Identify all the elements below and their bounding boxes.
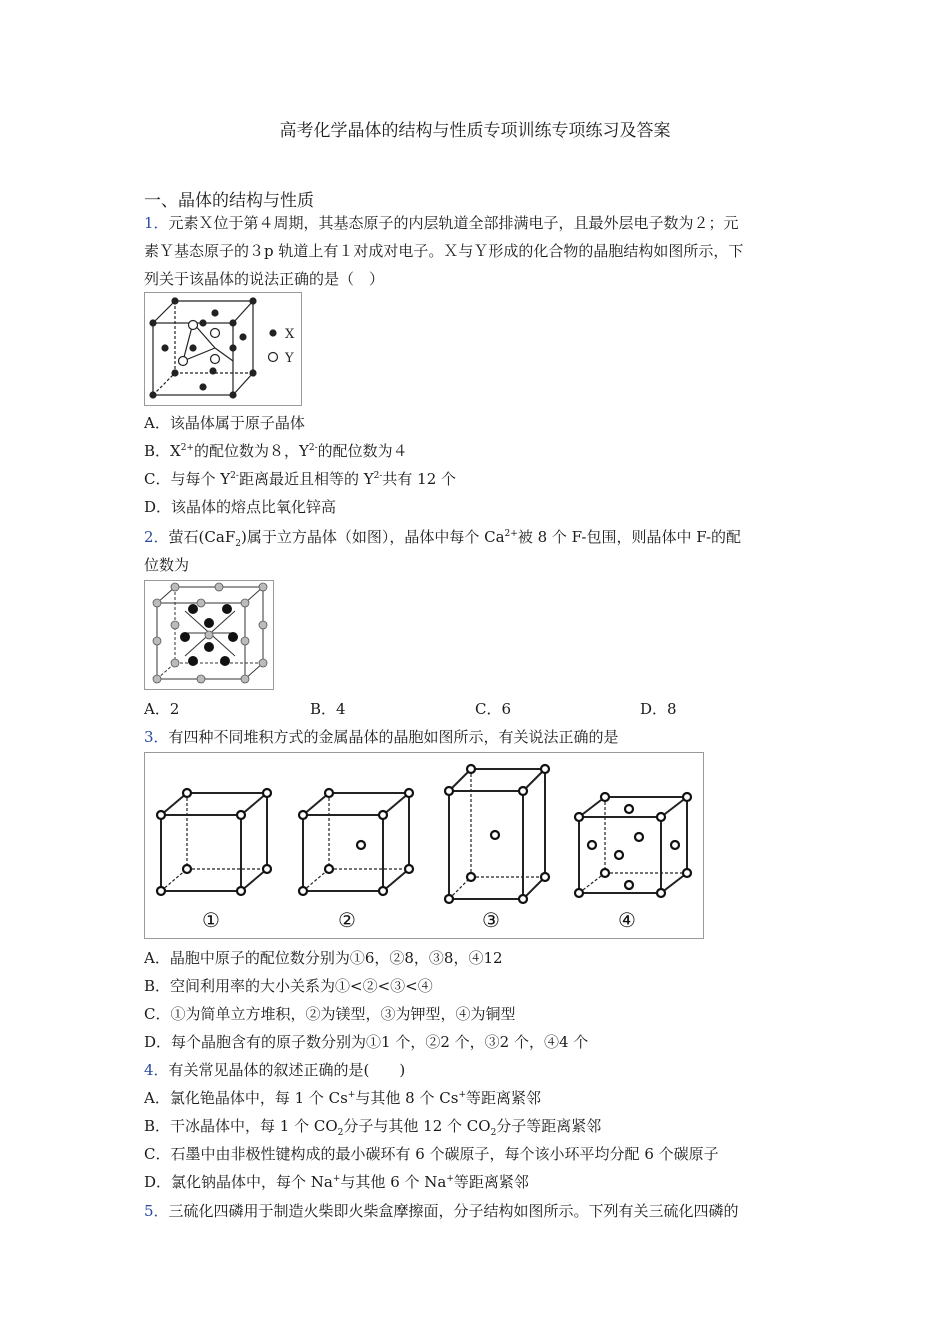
- q2-fluorite-figure: [144, 580, 274, 690]
- q3-unit-cells-figure: [144, 752, 704, 939]
- q3-label-1: ①: [202, 908, 220, 932]
- q4-line1: 4．有关常见晶体的叙述正确的是( ): [144, 1061, 406, 1079]
- q4-option-d[interactable]: D．氯化钠晶体中，每个 Na+与其他 6 个 Na+等距离紧邻: [144, 1173, 529, 1191]
- q1-option-a[interactable]: A．该晶体属于原子晶体: [144, 414, 305, 432]
- q5-line1: 5．三硫化四磷用于制造火柴即火柴盒摩擦面，分子结构如图所示。下列有关三硫化四磷的: [144, 1202, 739, 1220]
- q1-option-d[interactable]: D．该晶体的熔点比氧化锌高: [144, 498, 337, 516]
- q1-line1: 1．元素Ｘ位于第４周期，其基态原子的内层轨道全部排满电子，且最外层电子数为２；元: [144, 214, 739, 232]
- q5-number: 5．: [144, 1202, 169, 1220]
- section-title: 一、晶体的结构与性质: [144, 191, 314, 211]
- q4-number: 4．: [144, 1061, 169, 1079]
- q1-number: 1．: [144, 214, 169, 232]
- doc-title: 高考化学晶体的结构与性质专项训练专项练习及答案: [279, 121, 671, 141]
- q2-option-a[interactable]: A．2: [144, 700, 180, 718]
- q1-option-c[interactable]: C．与每个 $Y^{2-}$距离最近且相等的 $Y^{2-}$共有 12 个: [144, 470, 457, 488]
- q3-label-3: ③: [482, 908, 500, 932]
- q4-option-c[interactable]: C．石墨中由非极性键构成的最小碳环有 6 个碳原子，每个该小环平均分配 6 个碳原子: [144, 1145, 719, 1163]
- q1-line2: 素Ｙ基态原子的３p 轨道上有１对成对电子。Ｘ与Ｙ形成的化合物的晶胞结构如图所示，下: [144, 242, 744, 260]
- q3-number: 3．: [144, 728, 169, 746]
- q1-legend-x: X: [285, 327, 295, 342]
- q2-line1: 2．萤石(CaF$_2$)属于立方晶体（如图），晶体中每个 $Ca^{2+}$被 8 个 F-包围，则晶体中 F-的配: [144, 528, 742, 549]
- q2-number: 2．: [144, 528, 169, 546]
- q2-line2: 位数为: [144, 556, 190, 574]
- q2-option-c[interactable]: C．6: [475, 700, 512, 718]
- q1-crystal-figure: [144, 292, 302, 406]
- q3-label-2: ②: [338, 908, 356, 932]
- q1-line3: 列关于该晶体的说法正确的是（ ）: [144, 270, 385, 288]
- q1-legend-y: Y: [285, 351, 294, 366]
- q3-label-4: ④: [618, 908, 636, 932]
- q4-option-a[interactable]: A．氯化铯晶体中，每 1 个 Cs+与其他 8 个 Cs+等距离紧邻: [144, 1089, 541, 1107]
- q3-option-a[interactable]: A．晶胞中原子的配位数分别为①6，②8，③8，④12: [144, 949, 503, 967]
- q3-option-c[interactable]: C．①为简单立方堆积，②为镁型，③为钾型，④为铜型: [144, 1005, 516, 1023]
- q3-option-b[interactable]: B．空间利用率的大小关系为①<②<③<④: [144, 977, 433, 995]
- q1-option-b[interactable]: B．$X^{2+}$的配位数为８，$Y^{2-}$的配位数为４: [144, 442, 408, 460]
- q3-option-d[interactable]: D．每个晶胞含有的原子数分别为①1 个，②2 个，③2 个，④4 个: [144, 1033, 589, 1051]
- q2-option-b[interactable]: B．4: [310, 700, 346, 718]
- q2-option-d[interactable]: D．8: [640, 700, 677, 718]
- q4-option-b[interactable]: B．干冰晶体中，每 1 个 $CO_2$分子与其他 12 个 $CO_2$分子等距离紧邻: [144, 1117, 602, 1138]
- q3-line1: 3．有四种不同堆积方式的金属晶体的晶胞如图所示，有关说法正确的是: [144, 728, 619, 746]
